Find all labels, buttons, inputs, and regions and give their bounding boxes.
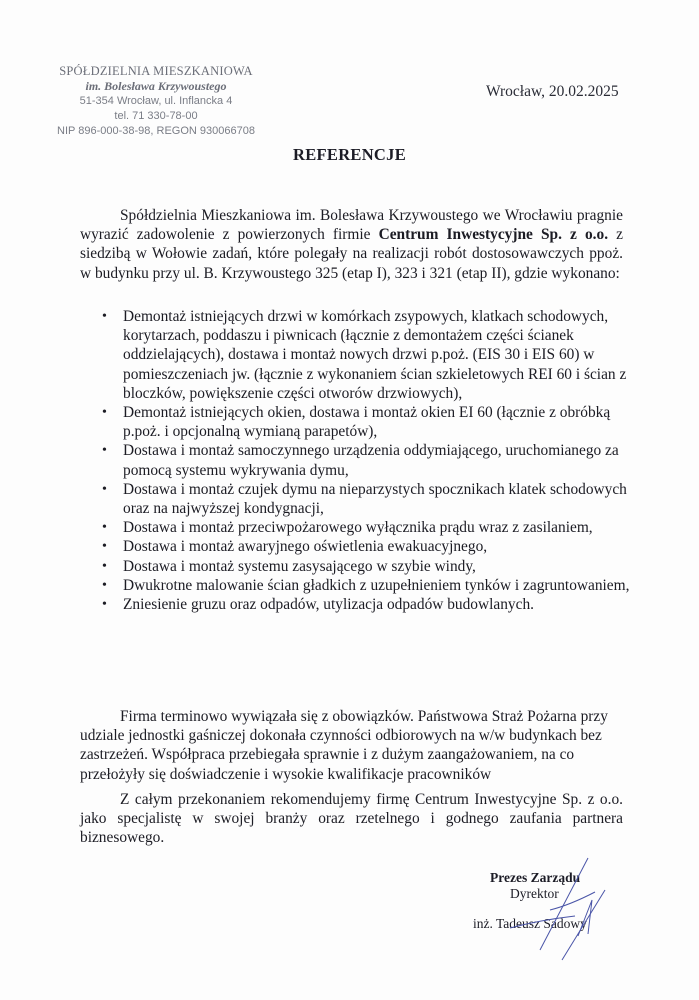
bullet-icon: • xyxy=(102,558,107,574)
works-item-text: Dostawa i montaż awaryjnego oświetlenia ewakuacyjnego, xyxy=(123,538,488,556)
signatory-name: inż. Tadeusz Sadowy xyxy=(473,916,587,931)
bullet-icon: • xyxy=(102,597,107,613)
letterhead-stamp xyxy=(56,64,256,139)
intro-text-part2: z siedzibą w Wołowie zadań, które polegały na realizacji robót dostosowawczych ppoż. w budynku przy ul. B. Krzywoustego 325 (etap I), 323 i 321 (etap II), gdzie wykonano: xyxy=(80,226,623,282)
works-list-item xyxy=(100,441,630,479)
bullet-icon: • xyxy=(102,520,107,536)
recommendation-paragraph: Z całym przekonaniem rekomendujemy firmę Centrum Inwestycyjne Sp. z o.o. jako specjalistę w swojej branży oraz rzetelnego i godnego zaufania partnera biznesowego. xyxy=(80,791,623,847)
works-item-text: Dostawa i montaż czujek dymu na nieparzystych spocznikach klatek schodowych oraz na najwyższej kondygnacji, xyxy=(123,480,627,518)
letterhead-address: 51-354 Wrocław, ul. Inflancka 4 xyxy=(79,95,233,107)
works-list-item xyxy=(100,595,630,614)
intro-text-part1: Spółdzielnia Mieszkaniowa im. Bolesława Krzywoustego we Wrocławiu pragnie wyrazić zadowolenie z powierzonych firmie xyxy=(80,207,623,244)
works-item-text: Dostawa i montaż samoczynnego urządzenia oddymiającego, uruchomianego za pomocą systemu wykrywania dymu, xyxy=(123,442,619,479)
works-list-item xyxy=(100,576,630,595)
letterhead-phone: tel. 71 330-78-00 xyxy=(114,110,198,122)
signatory-role-director: Dyrektor xyxy=(510,886,559,901)
bullet-icon: • xyxy=(102,443,107,459)
letter-date: Wrocław, 20.02.2025 xyxy=(486,83,619,100)
works-list xyxy=(100,307,630,614)
letterhead-ids: NIP 896-000-38-98, REGON 930066708 xyxy=(57,125,255,137)
intro-paragraph xyxy=(80,206,623,283)
bullet-icon: • xyxy=(102,405,107,421)
bullet-icon: • xyxy=(102,309,107,324)
works-list-item xyxy=(100,557,630,576)
works-item-text: Dostawa i montaż przeciwpożarowego wyłącznika prądu wraz z zasilaniem, xyxy=(123,519,593,537)
signatory-role-president: Prezes Zarządu xyxy=(490,870,581,885)
letterhead-org-name: SPÓŁDZIELNIA MIESZKANIOWA xyxy=(59,64,253,78)
handwritten-signature-icon xyxy=(470,850,630,970)
intro-company-name: Centrum Inwestycyjne Sp. z o.o. xyxy=(378,226,609,244)
document-title: REFERENCJE xyxy=(292,145,406,164)
works-list-item xyxy=(100,518,630,537)
works-list-item xyxy=(100,403,630,441)
works-list-item xyxy=(100,307,630,403)
works-item-text: Demontaż istniejących drzwi w komórkach zsypowych, klatkach schodowych, korytarzach, poddaszu i piwnicach (łącznie z demontażem części ścianek oddzielających), dostawa i montaż nowych drzwi p.poż. (EIS 30 i EIS 60) w pomieszczeniach jw. (łącznie z wykonaniem ścian szkieletowych REI 60 i ścian z bloczków, powiększenie części otworów drzwiowych), xyxy=(123,308,627,402)
works-item-text: Dwukrotne malowanie ścian gładkich z uzupełnieniem tynków i zagruntowaniem, xyxy=(123,576,630,594)
works-list-item xyxy=(100,480,630,518)
works-item-text: Dostawa i montaż systemu zasysającego w szybie windy, xyxy=(123,557,476,575)
bullet-icon: • xyxy=(102,539,107,555)
works-item-text: Demontaż istniejących okien, dostawa i montaż okien EI 60 (łącznie z obróbką p.poż. i opcjonalną wymianą parapetów), xyxy=(123,404,611,441)
bullet-icon: • xyxy=(102,481,107,497)
letterhead-patron: im. Bolesława Krzywoustego xyxy=(85,79,227,93)
performance-paragraph: Firma terminowo wywiązała się z obowiązków. Państwowa Straż Pożarna przy udziale jednostki gaśniczej dokonała czynności odbiorowych na w/w budynkach bez zastrzeżeń. Współpraca przebiegała sprawnie i z dużym zaangażowaniem, na co przełożyły się doświadczenie i wysokie kwalifikacje pracowników xyxy=(80,708,608,783)
bullet-icon: • xyxy=(102,577,107,593)
works-list-item xyxy=(100,537,630,556)
works-item-text: Zniesienie gruzu oraz odpadów, utylizacja odpadów budowlanych. xyxy=(123,596,534,614)
